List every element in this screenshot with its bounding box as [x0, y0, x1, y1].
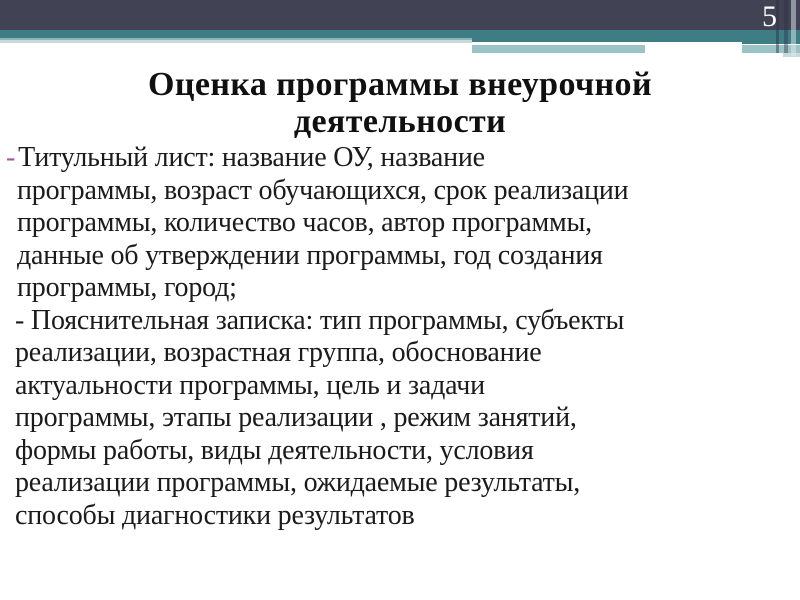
slide-number: 5: [762, 0, 777, 33]
body-line: реализации, возрастная группа, обоснование: [15, 337, 542, 368]
body-line: [6, 142, 796, 175]
body-line: программы, возраст обучающихся, срок реализации: [17, 174, 629, 206]
slide-title: [0, 66, 800, 140]
body-line: формы работы, виды деятельности, условия: [15, 434, 534, 466]
slide-body: [6, 142, 796, 532]
body-line: данные об утверждении программы, год создания: [17, 239, 603, 271]
vertical-accent-stripe: [791, 0, 796, 56]
body-line: актуальности программы, цель и задачи: [15, 369, 485, 401]
body-line-text: Титульный лист: название ОУ, название: [18, 142, 485, 173]
body-line: способы диагностики результатов: [15, 499, 415, 531]
slide-title-line: деятельности: [293, 103, 507, 140]
body-line: - Пояснительная записка: тип программы, субъекты: [15, 304, 625, 336]
bullet-dash: -: [6, 142, 16, 173]
body-line: реализации программы, ожидаемые результаты,: [15, 467, 581, 498]
body-line: программы, этапы реализации , режим занятий,: [15, 402, 577, 433]
light-teal-band-middle: [472, 45, 645, 53]
light-teal-stripe-2: [0, 40, 472, 42]
header-bar: [0, 0, 800, 33]
slide-title-line: Оценка программы внеурочной: [148, 66, 652, 103]
vertical-accent-stripe: [784, 0, 788, 53]
body-line: программы, количество часов, автор программы,: [17, 207, 592, 238]
body-line: программы, город;: [17, 272, 237, 303]
